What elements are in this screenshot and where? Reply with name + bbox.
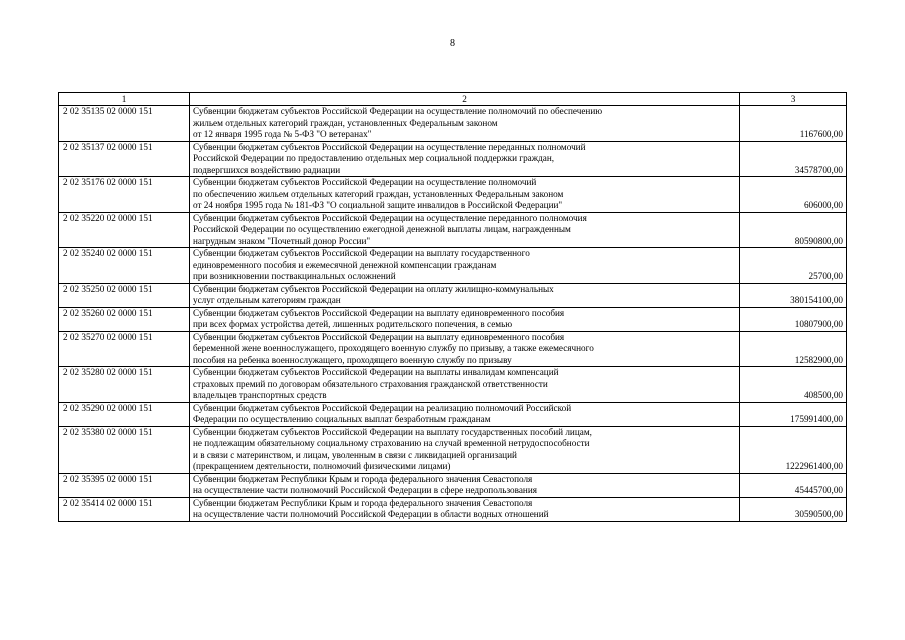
budget-code-cell: 2 02 35240 02 0000 151: [59, 248, 190, 284]
description-cell: Субвенции бюджетам Республики Крым и города федерального значения Севастополя на осуществление части полномочий Российской Федерации в области водных отношений: [190, 497, 740, 521]
amount-cell: 380154100,00: [740, 283, 847, 307]
table-row: [59, 402, 847, 426]
description-cell: Субвенции бюджетам субъектов Российской Федерации на осуществление переданных полномочий Российской Федерации по предоставлению отдельных мер социальной поддержки граждан, подвергшихся воздействию радиации: [190, 141, 740, 177]
table-row: [59, 426, 847, 473]
budget-table: [58, 92, 847, 522]
budget-code-cell: 2 02 35414 02 0000 151: [59, 497, 190, 521]
amount-cell: 80590800,00: [740, 212, 847, 248]
amount-cell: 25700,00: [740, 248, 847, 284]
budget-code-cell: 2 02 35270 02 0000 151: [59, 331, 190, 367]
budget-code-cell: 2 02 35260 02 0000 151: [59, 307, 190, 331]
table-row: [59, 331, 847, 367]
amount-cell: 30590500,00: [740, 497, 847, 521]
table-row: [59, 307, 847, 331]
amount-cell: 606000,00: [740, 177, 847, 213]
page-number: 8: [450, 38, 455, 49]
amount-cell: 1167600,00: [740, 106, 847, 142]
description-cell: Субвенции бюджетам субъектов Российской Федерации на выплату единовременного пособия при всех формах устройства детей, лишенных родительского попечения, в семью: [190, 307, 740, 331]
description-cell: Субвенции бюджетам субъектов Российской Федерации на выплату государственных пособий лицам, не подлежащим обязательному социальному страхованию на случай временной нетрудоспособности и в связи с материнством, и лицам, уволенным в связи с ликвидацией организаций (прекращением деятельности, полномочий физическими лицами): [190, 426, 740, 473]
description-cell: Субвенции бюджетам субъектов Российской Федерации на реализацию полномочий Российской Федерации по осуществлению социальных выплат безработным гражданам: [190, 402, 740, 426]
table-row: [59, 283, 847, 307]
amount-cell: 45445700,00: [740, 473, 847, 497]
description-cell: Субвенции бюджетам субъектов Российской Федерации на выплату единовременного пособия беременной жене военнослужащего, проходящего военную службу по призыву, а также ежемесячного пособия на ребенка военнослужащего, проходящего военную службу по призыву: [190, 331, 740, 367]
amount-cell: 175991400,00: [740, 402, 847, 426]
table-row: [59, 141, 847, 177]
description-cell: Субвенции бюджетам субъектов Российской Федерации на оплату жилищно-коммунальных услуг отдельным категориям граждан: [190, 283, 740, 307]
table-row: [59, 212, 847, 248]
budget-code-cell: 2 02 35250 02 0000 151: [59, 283, 190, 307]
header-row: [59, 93, 847, 106]
budget-code-cell: 2 02 35220 02 0000 151: [59, 212, 190, 248]
amount-cell: 34578700,00: [740, 141, 847, 177]
amount-cell: 1222961400,00: [740, 426, 847, 473]
table-row: [59, 106, 847, 142]
table-row: [59, 177, 847, 213]
budget-code-cell: 2 02 35280 02 0000 151: [59, 367, 190, 403]
budget-code-cell: 2 02 35380 02 0000 151: [59, 426, 190, 473]
description-cell: Субвенции бюджетам субъектов Российской Федерации на осуществление полномочий по обеспечению жильем отдельных категорий граждан, установленных Федеральным законом от 24 ноября 1995 года № 181-ФЗ "О социальной защите инвалидов в Российской Федерации": [190, 177, 740, 213]
description-cell: Субвенции бюджетам субъектов Российской Федерации на выплату государственного единовременного пособия и ежемесячной денежной компенсации гражданам при возникновении поствакцинальных осложнений: [190, 248, 740, 284]
column-header-description: 2: [190, 93, 740, 106]
description-cell: Субвенции бюджетам субъектов Российской Федерации на осуществление полномочий по обеспечению жильем отдельных категорий граждан, установленных Федеральным законом от 12 января 1995 года № 5-ФЗ "О ветеранах": [190, 106, 740, 142]
description-cell: Субвенции бюджетам Республики Крым и города федерального значения Севастополя на осуществление части полномочий Российской Федерации в сфере недропользования: [190, 473, 740, 497]
budget-code-cell: 2 02 35395 02 0000 151: [59, 473, 190, 497]
budget-code-cell: 2 02 35135 02 0000 151: [59, 106, 190, 142]
description-cell: Субвенции бюджетам субъектов Российской Федерации на осуществление переданного полномочия Российской Федерации по осуществлению ежегодной денежной выплаты лицам, награжденным нагрудным знаком "Почетный донор России": [190, 212, 740, 248]
column-header-amount: 3: [740, 93, 847, 106]
table-row: [59, 367, 847, 403]
table-row: [59, 497, 847, 521]
amount-cell: 12582900,00: [740, 331, 847, 367]
column-header-code: 1: [59, 93, 190, 106]
budget-code-cell: 2 02 35137 02 0000 151: [59, 141, 190, 177]
description-cell: Субвенции бюджетам субъектов Российской Федерации на выплаты инвалидам компенсаций страховых премий по договорам обязательного страхования гражданской ответственности владельцев транспортных средств: [190, 367, 740, 403]
amount-cell: 10807900,00: [740, 307, 847, 331]
budget-code-cell: 2 02 35176 02 0000 151: [59, 177, 190, 213]
amount-cell: 408500,00: [740, 367, 847, 403]
budget-code-cell: 2 02 35290 02 0000 151: [59, 402, 190, 426]
table-row: [59, 248, 847, 284]
table-row: [59, 473, 847, 497]
